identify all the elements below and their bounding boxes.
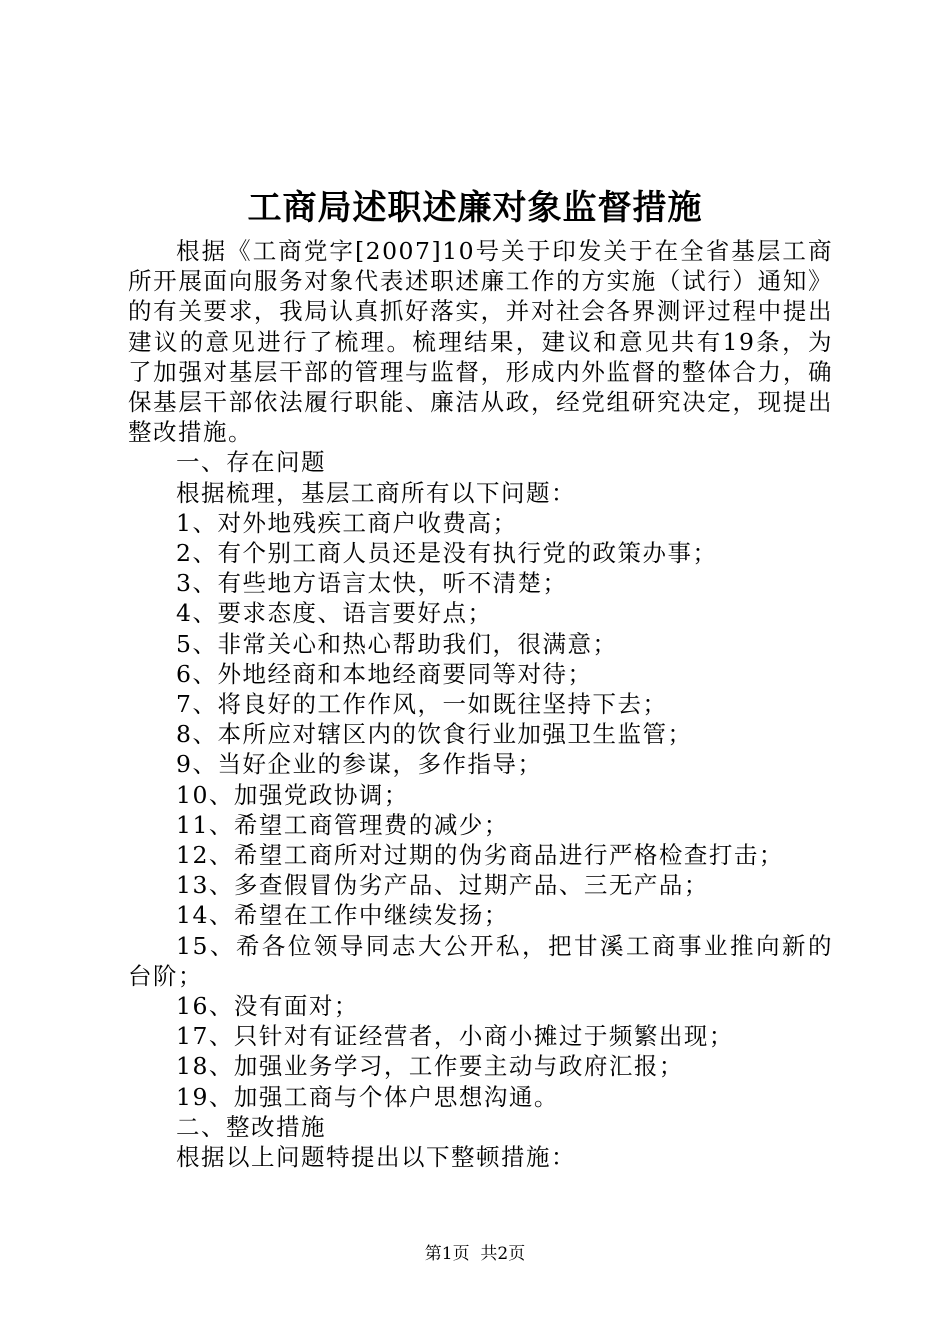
list-item: 13、多查假冒伪劣产品、过期产品、三无产品； [176, 871, 709, 900]
list-item: 15、希各位领导同志大公开私，把甘溪工商事业推向新的台阶； [128, 931, 833, 990]
list-item: 2、有个别工商人员还是没有执行党的政策办事； [176, 539, 718, 568]
list-item: 4、要求态度、语言要好点； [176, 599, 493, 628]
page-number: 第1页 共2页 [424, 1244, 526, 1264]
list-item: 18、加强业务学习，工作要主动与政府汇报； [176, 1052, 684, 1081]
list-item: 14、希望在工作中继续发扬； [176, 901, 509, 930]
document-body [128, 236, 833, 1172]
list-item: 1、对外地残疾工商户收费高； [176, 508, 518, 537]
intro-paragraph: 根据《工商党字[2007]10号关于印发关于在全省基层工商所开展面向服务对象代表述职述廉工作的方实施（试行）通知》的有关要求，我局认真抓好落实，并对社会各界测评过程中提出建议的意见进行了梳理。梳理结果，建议和意见共有19条，为了加强对基层干部的管理与监督，形成内外监督的整体合力，确保基层干部依法履行职能、廉洁从政，经党组研究决定，现提出整改措施。 [128, 237, 833, 447]
list-item: 12、希望工商所对过期的伪劣商品进行严格检查打击； [176, 841, 784, 870]
list-item: 7、将良好的工作作风，一如既往坚持下去； [176, 690, 668, 719]
section-heading-measures: 二、整改措施 [176, 1112, 326, 1141]
list-item: 9、当好企业的参谋，多作指导； [176, 750, 543, 779]
list-item: 19、加强工商与个体户思想沟通。 [176, 1082, 559, 1111]
list-item: 8、本所应对辖区内的饮食行业加强卫生监管； [176, 720, 693, 749]
list-item: 11、希望工商管理费的减少； [176, 810, 509, 839]
section-lead-problems: 根据梳理，基层工商所有以下问题： [176, 478, 576, 507]
list-item: 10、加强党政协调； [176, 780, 409, 809]
list-item: 17、只针对有证经营者，小商小摊过于频繁出现； [176, 1022, 734, 1051]
list-item: 3、有些地方语言太快，听不清楚； [176, 569, 568, 598]
section-lead-measures: 根据以上问题特提出以下整顿措施： [176, 1143, 576, 1172]
list-item: 16、没有面对； [176, 992, 359, 1021]
list-item: 6、外地经商和本地经商要同等对待； [176, 659, 593, 688]
section-heading-problems: 一、存在问题 [176, 448, 326, 477]
document-title: 工商局述职述廉对象监督措施 [247, 188, 703, 228]
list-item: 5、非常关心和热心帮助我们，很满意； [176, 629, 618, 658]
